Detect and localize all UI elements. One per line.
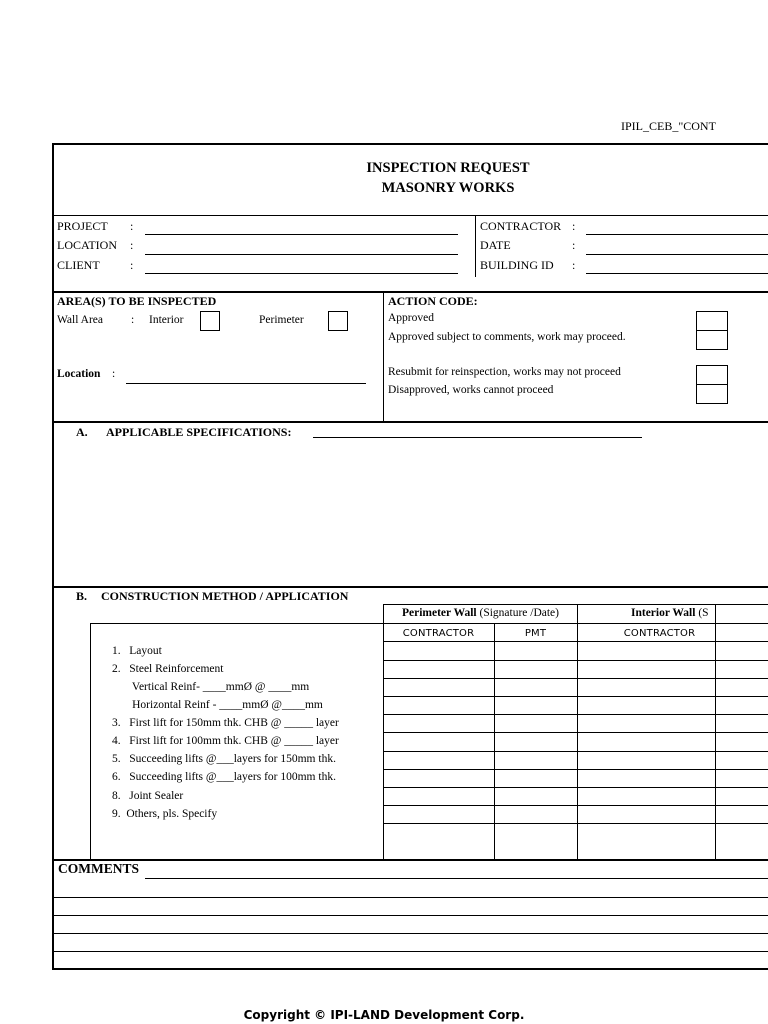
building-id-field[interactable] bbox=[586, 273, 768, 274]
colon: : bbox=[572, 258, 576, 272]
action-code-approved: Approved bbox=[388, 312, 434, 324]
area-action-divider bbox=[383, 291, 384, 421]
form-subtitle: MASONRY WORKS bbox=[381, 180, 515, 196]
interior-wall-header-bold: Interior Wall bbox=[631, 607, 696, 619]
header-divider bbox=[52, 215, 768, 216]
specifications-field[interactable] bbox=[313, 437, 642, 438]
section-b-letter: B. bbox=[76, 589, 88, 603]
grid-row-line bbox=[383, 678, 768, 679]
comments-line-4[interactable] bbox=[52, 933, 768, 934]
disapproved-checkbox[interactable] bbox=[696, 384, 728, 404]
grid-row-line bbox=[383, 805, 768, 806]
info-bottom-border bbox=[52, 291, 768, 293]
grid-row-line bbox=[383, 696, 768, 697]
info-divider bbox=[475, 215, 476, 277]
grid-row-line bbox=[383, 660, 768, 661]
section-a-bottom-border bbox=[52, 586, 768, 588]
grid-row-line bbox=[383, 714, 768, 715]
method-item: 9. Others, pls. Specify bbox=[112, 808, 218, 820]
date-label: DATE bbox=[480, 238, 511, 252]
grid-row-line bbox=[383, 787, 768, 788]
method-item: 8. Joint Sealer bbox=[112, 790, 184, 802]
method-item: 1. Layout bbox=[112, 645, 162, 657]
grid-row-line bbox=[383, 641, 768, 642]
perimeter-wall-header bbox=[383, 607, 578, 619]
project-field[interactable] bbox=[145, 234, 458, 235]
action-code-title: ACTION CODE: bbox=[388, 294, 478, 308]
action-code-approved-comments: Approved subject to comments, work may proceed. bbox=[388, 331, 626, 343]
client-field[interactable] bbox=[145, 273, 458, 274]
items-box-top bbox=[90, 623, 383, 624]
section-b-title: CONSTRUCTION METHOD / APPLICATION bbox=[101, 589, 349, 603]
building-id-label: BUILDING ID bbox=[480, 258, 554, 272]
interior-label: Interior bbox=[149, 314, 184, 326]
action-code-disapproved: Disapproved, works cannot proceed bbox=[388, 384, 554, 396]
grid-row-line bbox=[383, 769, 768, 770]
location-field[interactable] bbox=[145, 254, 458, 255]
frame-top-border bbox=[52, 143, 768, 145]
perimeter-wall-header-bold: Perimeter Wall bbox=[401, 607, 477, 619]
copyright: Copyright © IPI-LAND Development Corp. bbox=[243, 1008, 525, 1022]
perimeter-label: Perimeter bbox=[259, 314, 304, 326]
form-title: INSPECTION REQUEST bbox=[366, 160, 530, 176]
items-box-left bbox=[90, 623, 91, 859]
signature-subheader-top bbox=[383, 623, 768, 624]
comments-line-5[interactable] bbox=[52, 951, 768, 952]
section-a-title: APPLICABLE SPECIFICATIONS: bbox=[106, 425, 292, 439]
col-contractor: CONTRACTOR bbox=[402, 628, 475, 639]
colon: : bbox=[131, 314, 135, 326]
method-item: 6. Succeeding lifts @___layers for 100mm thk. bbox=[112, 771, 336, 783]
col-contractor-interior: CONTRACTOR bbox=[623, 628, 696, 639]
comments-line-1[interactable] bbox=[145, 878, 768, 879]
approved-comments-checkbox[interactable] bbox=[696, 330, 728, 350]
project-label: PROJECT bbox=[57, 219, 108, 233]
area-bottom-border bbox=[52, 421, 768, 423]
perimeter-wall-header-rest: (Signature /Date) bbox=[476, 607, 559, 619]
frame-bottom-border bbox=[52, 968, 768, 970]
interior-checkbox[interactable] bbox=[200, 311, 220, 331]
grid-row-line bbox=[383, 751, 768, 752]
grid-row-line bbox=[383, 823, 768, 824]
action-code-resubmit: Resubmit for reinspection, works may not proceed bbox=[388, 366, 621, 378]
frame-left-border bbox=[52, 143, 54, 969]
method-item: 4. First lift for 100mm thk. CHB @ _____ layer bbox=[112, 735, 339, 747]
document-reference: IPIL_CEB_"CONT bbox=[621, 119, 716, 133]
resubmit-checkbox[interactable] bbox=[696, 365, 728, 385]
interior-wall-header-rest: (S bbox=[695, 607, 709, 619]
method-item: 5. Succeeding lifts @___layers for 150mm thk. bbox=[112, 753, 336, 765]
colon: : bbox=[130, 238, 134, 252]
perimeter-checkbox[interactable] bbox=[328, 311, 348, 331]
colon: : bbox=[112, 368, 116, 380]
method-item: Horizontal Reinf - ____mmØ @____mm bbox=[112, 699, 323, 711]
wall-area-label: Wall Area bbox=[57, 314, 104, 326]
method-item: Vertical Reinf- ____mmØ @ ____mm bbox=[112, 681, 310, 693]
approved-checkbox[interactable] bbox=[696, 311, 728, 331]
method-item: 3. First lift for 150mm thk. CHB @ _____ layer bbox=[112, 717, 339, 729]
colon: : bbox=[572, 238, 576, 252]
colon: : bbox=[130, 219, 134, 233]
grid-row-line bbox=[383, 732, 768, 733]
col-pmt: PMT bbox=[524, 628, 547, 639]
contractor-field[interactable] bbox=[586, 234, 768, 235]
location-label: LOCATION bbox=[57, 238, 117, 252]
section-a-letter: A. bbox=[76, 425, 88, 439]
area-title: AREA(S) TO BE INSPECTED bbox=[57, 294, 217, 308]
area-location-label: Location bbox=[57, 368, 101, 380]
date-field[interactable] bbox=[586, 254, 768, 255]
colon: : bbox=[130, 258, 134, 272]
signature-table-top bbox=[383, 604, 768, 605]
comments-line-2[interactable] bbox=[52, 897, 768, 898]
colon: : bbox=[572, 219, 576, 233]
method-item: 2. Steel Reinforcement bbox=[112, 663, 224, 675]
comments-label: COMMENTS bbox=[58, 861, 139, 876]
comments-line-3[interactable] bbox=[52, 915, 768, 916]
section-b-bottom-border bbox=[52, 859, 768, 861]
contractor-label: CONTRACTOR bbox=[480, 219, 562, 233]
interior-wall-header bbox=[631, 607, 709, 619]
area-location-field[interactable] bbox=[126, 383, 366, 384]
client-label: CLIENT bbox=[57, 258, 100, 272]
